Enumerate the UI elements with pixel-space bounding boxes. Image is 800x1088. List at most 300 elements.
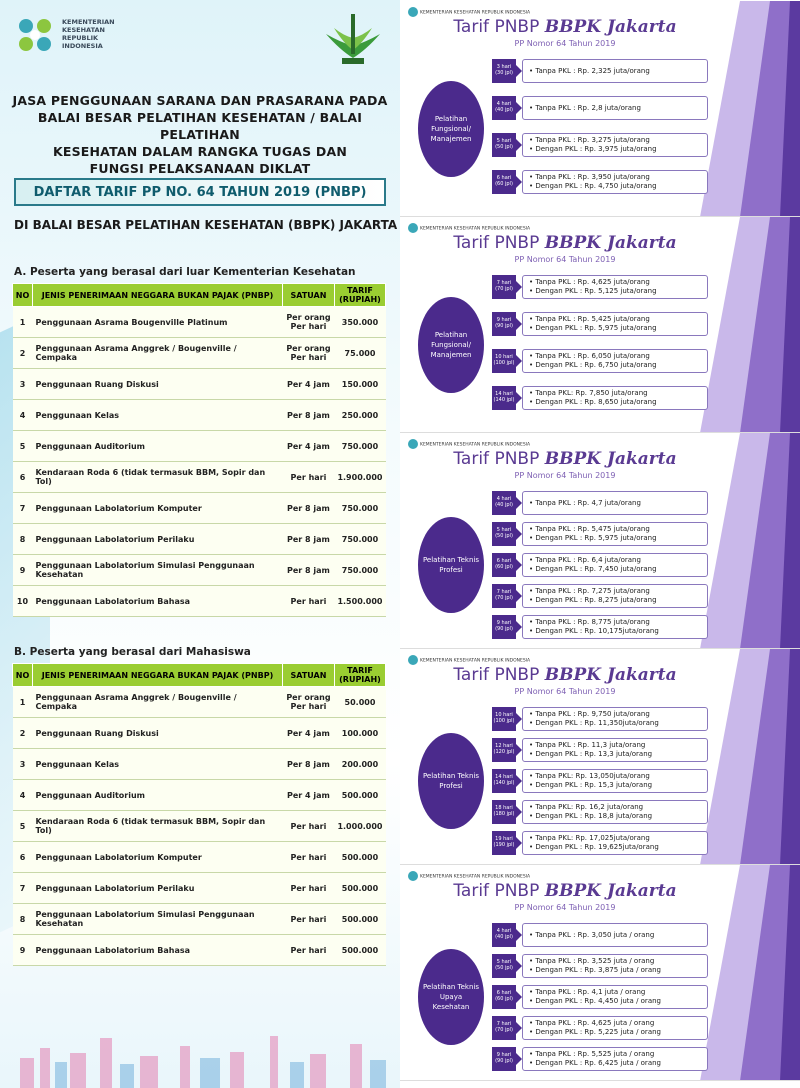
tariff-slide (400, 217, 800, 433)
table-row (13, 780, 386, 811)
cell-tarif: 1.900.000 (334, 462, 385, 493)
bullet-icon: • (529, 136, 536, 144)
tariff-row (492, 1016, 712, 1040)
duration-tag: 19 hari (190 jpl) (492, 831, 516, 855)
cell-tarif: 750.000 (334, 555, 385, 586)
cell-no: 1 (13, 307, 33, 338)
price-text: Tanpa PKL : Rp. 5,525 juta / orang (535, 1050, 655, 1058)
duration-tag: 9 hari (90 jpl) (492, 312, 516, 336)
tariff-slide (400, 649, 800, 865)
cell-jenis: Penggunaan Labolatorium Komputer (33, 493, 283, 524)
bullet-icon: • (529, 596, 536, 604)
price-text: Dengan PKL : Rp. 3,975 juta/orang (535, 145, 657, 153)
slide-title (400, 665, 730, 685)
table-row (13, 462, 386, 493)
cell-satuan: Per 4 jam (282, 369, 334, 400)
mini-logo-text: KEMENTERIAN KESEHATAN REPUBLIK INDONESIA (420, 226, 531, 232)
bullet-icon: • (529, 997, 536, 1005)
bullet-icon: • (529, 287, 536, 295)
table-row (13, 493, 386, 524)
cell-no: 9 (13, 555, 33, 586)
tariff-row (492, 923, 712, 947)
cell-tarif: 500.000 (334, 935, 385, 966)
price-line (529, 719, 701, 728)
cell-satuan: Per orang Per hari (282, 307, 334, 338)
tariff-slide (400, 1, 800, 217)
cell-tarif: 100.000 (334, 718, 385, 749)
cell-satuan: Per 4 jam (282, 718, 334, 749)
price-line (529, 173, 701, 182)
price-text: Dengan PKL : Rp. 5,225 juta / orang (535, 1028, 661, 1036)
price-text: Dengan PKL : Rp. 18,8 juta/orang (535, 812, 653, 820)
col-tarif: TARIF (RUPIAH) (334, 284, 385, 307)
price-text: Tanpa PKL : Rp. 4,1 juta / orang (535, 988, 646, 996)
col-tarif: TARIF (RUPIAH) (334, 664, 385, 687)
price-text: Dengan PKL : Rp. 8,650 juta/orang (535, 398, 657, 406)
tariff-row (492, 707, 712, 731)
mini-logo-text: KEMENTERIAN KESEHATAN REPUBLIK INDONESIA (420, 658, 531, 664)
slide-title (400, 881, 730, 901)
slide-title (400, 233, 730, 253)
price-text: Tanpa PKL : Rp. 4,625 juta/orang (535, 278, 650, 286)
price-box (522, 831, 708, 855)
cell-tarif: 750.000 (334, 431, 385, 462)
cell-no: 7 (13, 873, 33, 904)
price-text: Tanpa PKL: Rp. 13,050juta/orang (535, 772, 650, 780)
bullet-icon: • (529, 389, 536, 397)
price-box (522, 96, 708, 120)
price-box (522, 386, 708, 410)
bullet-icon: • (529, 587, 536, 595)
table-row (13, 749, 386, 780)
tariff-row (492, 170, 712, 194)
table-row (13, 842, 386, 873)
cell-jenis: Penggunaan Labolatorium Simulasi Penggunaan Kesehatan (33, 904, 283, 935)
cell-no: 1 (13, 687, 33, 718)
cell-tarif: 50.000 (334, 687, 385, 718)
price-text: Tanpa PKL : Rp. 11,3 juta/orang (535, 741, 646, 749)
price-line (529, 389, 701, 398)
price-line (529, 988, 701, 997)
tariff-list-banner: DAFTAR TARIF PP NO. 64 TAHUN 2019 (PNBP) (14, 178, 386, 206)
bullet-icon: • (529, 1050, 536, 1058)
price-text: Tanpa PKL : Rp. 3,950 juta/orang (535, 173, 650, 181)
duration-tag: 7 hari (70 jpl) (492, 1016, 516, 1040)
kemenkes-mini-icon (408, 439, 418, 449)
price-box (522, 312, 708, 336)
price-text: Dengan PKL : Rp. 5,125 juta/orang (535, 287, 657, 295)
col-no: NO (13, 284, 33, 307)
tariff-row (492, 738, 712, 762)
bullet-icon: • (529, 361, 536, 369)
cell-satuan: Per orang Per hari (282, 687, 334, 718)
tariff-row (492, 800, 712, 824)
slide-title-plain: Tarif PNBP (453, 665, 545, 685)
tariff-row (492, 275, 712, 299)
kemenkes-logo (14, 14, 58, 58)
price-line (529, 781, 701, 790)
cell-jenis: Penggunaan Asrama Anggrek / Bougenville / Cempaka (33, 687, 283, 718)
bullet-icon: • (529, 930, 536, 939)
price-box (522, 985, 708, 1009)
cell-jenis: Penggunaan Labolatorium Bahasa (33, 935, 283, 966)
price-text: Dengan PKL : Rp. 6,750 juta/orang (535, 361, 657, 369)
cell-satuan: Per hari (282, 811, 334, 842)
price-line (529, 750, 701, 759)
slide-title (400, 17, 730, 37)
training-category: Pelatihan Teknis Profesi (418, 517, 484, 613)
cell-jenis: Penggunaan Auditorium (33, 431, 283, 462)
cell-jenis: Penggunaan Labolatorium Simulasi Penggunaan Kesehatan (33, 555, 283, 586)
cell-no: 4 (13, 400, 33, 431)
slide-title-script: BBPK Jakarta (544, 449, 677, 469)
price-box (522, 59, 708, 83)
training-category: Pelatihan Fungsional/ Manajemen (418, 81, 484, 177)
price-text: Dengan PKL : Rp. 4,750 juta/orang (535, 182, 657, 190)
bullet-icon: • (529, 710, 536, 718)
price-line (529, 315, 701, 324)
price-line (529, 565, 701, 574)
bullet-icon: • (529, 278, 536, 286)
col-jenis: JENIS PENERIMAAN NEGGARA BUKAN PAJAK (PNBP) (33, 664, 283, 687)
price-line (529, 352, 701, 361)
bullet-icon: • (529, 556, 536, 564)
cell-jenis: Penggunaan Kelas (33, 749, 283, 780)
price-box (522, 349, 708, 373)
price-line (529, 803, 701, 812)
cell-satuan: Per hari (282, 842, 334, 873)
cell-tarif: 500.000 (334, 873, 385, 904)
price-text: Dengan PKL : Rp. 4,450 juta / orang (535, 997, 661, 1005)
cell-satuan: Per 8 jam (282, 555, 334, 586)
cell-satuan: Per hari (282, 462, 334, 493)
bullet-icon: • (529, 498, 536, 507)
cell-satuan: Per 4 jam (282, 431, 334, 462)
price-text: Dengan PKL : Rp. 5,975 juta/orang (535, 534, 657, 542)
cell-satuan: Per hari (282, 586, 334, 617)
cell-tarif: 750.000 (334, 524, 385, 555)
duration-tag: 14 hari (140 jpl) (492, 386, 516, 410)
price-line (529, 596, 701, 605)
tariff-row (492, 615, 712, 639)
bullet-icon: • (529, 182, 536, 190)
cell-jenis: Penggunaan Labolatorium Bahasa (33, 586, 283, 617)
table-row (13, 811, 386, 842)
price-line (529, 618, 701, 627)
cell-jenis: Kendaraan Roda 6 (tidak termasuk BBM, Sopir dan Tol) (33, 462, 283, 493)
col-satuan: SATUAN (282, 284, 334, 307)
price-line (529, 587, 701, 596)
cell-tarif: 200.000 (334, 749, 385, 780)
training-category: Pelatihan Teknis Upaya Kesehatan (418, 949, 484, 1045)
price-line (529, 812, 701, 821)
slide-subtitle: PP Nomor 64 Tahun 2019 (514, 39, 616, 48)
duration-tag: 7 hari (70 jpl) (492, 275, 516, 299)
price-text: Tanpa PKL : Rp. 8,775 juta/orang (535, 618, 650, 626)
cell-jenis: Penggunaan Labolatorium Perilaku (33, 524, 283, 555)
bullet-icon: • (529, 750, 536, 758)
duration-tag: 9 hari (90 jpl) (492, 1047, 516, 1071)
slide-title (400, 449, 730, 469)
price-line (529, 741, 701, 750)
price-line (529, 834, 701, 843)
bullet-icon: • (529, 145, 536, 153)
table-row (13, 524, 386, 555)
price-line (529, 1059, 701, 1068)
price-text: Tanpa PKL : Rp. 3,050 juta / orang (535, 930, 655, 939)
poster-title (0, 92, 400, 177)
bullet-icon: • (529, 173, 536, 181)
tariff-slide (400, 865, 800, 1081)
price-text: Tanpa PKL : Rp. 7,275 juta/orang (535, 587, 650, 595)
price-text: Tanpa PKL: Rp. 16,2 juta/orang (535, 803, 644, 811)
price-line (529, 556, 701, 565)
price-box (522, 491, 708, 515)
slide-title-plain: Tarif PNBP (453, 449, 545, 469)
tariff-row (492, 491, 712, 515)
cell-no: 3 (13, 369, 33, 400)
duration-tag: 5 hari (50 jpl) (492, 954, 516, 978)
bullet-icon: • (529, 957, 536, 965)
cell-satuan: Per 8 jam (282, 749, 334, 780)
mini-ministry-logo (408, 7, 530, 17)
price-text: Dengan PKL : Rp. 11,350juta/orang (535, 719, 659, 727)
table-row (13, 935, 386, 966)
cell-tarif: 500.000 (334, 842, 385, 873)
price-text: Tanpa PKL : Rp. 9,750 juta/orang (535, 710, 650, 718)
mini-logo-text: KEMENTERIAN KESEHATAN REPUBLIK INDONESIA (420, 874, 531, 880)
price-text: Dengan PKL : Rp. 13,3 juta/orang (535, 750, 653, 758)
bullet-icon: • (529, 103, 536, 112)
duration-tag: 5 hari (50 jpl) (492, 133, 516, 157)
mini-ministry-logo (408, 655, 530, 665)
price-box (522, 1016, 708, 1040)
price-line (529, 1050, 701, 1059)
slide-subtitle: PP Nomor 64 Tahun 2019 (514, 903, 616, 912)
price-line (529, 136, 701, 145)
tariff-table-b (12, 663, 386, 966)
duration-tag: 6 hari (60 jpl) (492, 553, 516, 577)
tariff-row (492, 1047, 712, 1071)
cell-jenis: Penggunaan Asrama Anggrek / Bougenville / Cempaka (33, 338, 283, 369)
col-jenis: JENIS PENERIMAAN NEGGARA BUKAN PAJAK (PNBP) (33, 284, 283, 307)
cell-no: 8 (13, 524, 33, 555)
cell-jenis: Kendaraan Roda 6 (tidak termasuk BBM, Sopir dan Tol) (33, 811, 283, 842)
price-text: Tanpa PKL : Rp. 5,425 juta/orang (535, 315, 650, 323)
price-text: Tanpa PKL : Rp. 2,8 juta/orang (535, 103, 641, 112)
price-text: Tanpa PKL : Rp. 5,475 juta/orang (535, 525, 650, 533)
duration-tag: 10 hari (100 jpl) (492, 707, 516, 731)
price-line (529, 1028, 701, 1037)
kemenkes-mini-icon (408, 223, 418, 233)
tariff-row (492, 522, 712, 546)
tariff-row (492, 349, 712, 373)
price-box (522, 800, 708, 824)
bullet-icon: • (529, 352, 536, 360)
duration-tag: 4 hari (40 jpl) (492, 96, 516, 120)
cell-no: 9 (13, 935, 33, 966)
col-satuan: SATUAN (282, 664, 334, 687)
table-row (13, 400, 386, 431)
bullet-icon: • (529, 772, 536, 780)
price-line (529, 104, 701, 113)
price-text: Dengan PKL : Rp. 7,450 juta/orang (535, 565, 657, 573)
bullet-icon: • (529, 988, 536, 996)
training-category: Pelatihan Teknis Profesi (418, 733, 484, 829)
price-box (522, 1047, 708, 1071)
duration-tag: 9 hari (90 jpl) (492, 615, 516, 639)
slide-subtitle: PP Nomor 64 Tahun 2019 (514, 687, 616, 696)
slide-title-script: BBPK Jakarta (544, 17, 677, 37)
price-text: Tanpa PKL : Rp. 6,4 juta/orang (535, 556, 641, 564)
kemenkes-mini-icon (408, 7, 418, 17)
cell-tarif: 1.000.000 (334, 811, 385, 842)
kemenkes-mini-icon (408, 871, 418, 881)
slide-title-plain: Tarif PNBP (453, 881, 545, 901)
duration-tag: 4 hari (40 jpl) (492, 491, 516, 515)
tariff-row (492, 553, 712, 577)
price-line (529, 145, 701, 154)
cell-satuan: Per hari (282, 904, 334, 935)
bhakti-husada-emblem (322, 10, 384, 68)
bullet-icon: • (529, 834, 536, 842)
cell-no: 6 (13, 462, 33, 493)
price-box (522, 170, 708, 194)
city-skyline-decor (0, 1018, 400, 1088)
table-row (13, 904, 386, 935)
slide-title-script: BBPK Jakarta (544, 665, 677, 685)
price-line (529, 324, 701, 333)
cell-no: 2 (13, 718, 33, 749)
cell-satuan: Per 4 jam (282, 780, 334, 811)
price-text: Tanpa PKL: Rp. 17,025juta/orang (535, 834, 650, 842)
bullet-icon: • (529, 812, 536, 820)
price-text: Dengan PKL : Rp. 3,875 juta / orang (535, 966, 661, 974)
price-text: Tanpa PKL : Rp. 4,625 juta / orang (535, 1019, 655, 1027)
cell-no: 10 (13, 586, 33, 617)
duration-tag: 7 hari (70 jpl) (492, 584, 516, 608)
cell-satuan: Per 8 jam (282, 493, 334, 524)
cell-jenis: Penggunaan Asrama Bougenville Platinum (33, 307, 283, 338)
price-text: Dengan PKL : Rp. 5,975 juta/orang (535, 324, 657, 332)
location-subtitle: DI BALAI BESAR PELATIHAN KESEHATAN (BBPK) JAKARTA (14, 218, 398, 232)
title-line: BALAI BESAR PELATIHAN KESEHATAN / BALAI PELATIHAN (37, 110, 363, 142)
mini-ministry-logo (408, 439, 530, 449)
bullet-icon: • (529, 398, 536, 406)
mini-logo-text: KEMENTERIAN KESEHATAN REPUBLIK INDONESIA (420, 10, 531, 16)
table-row (13, 586, 386, 617)
cell-no: 8 (13, 904, 33, 935)
bullet-icon: • (529, 966, 536, 974)
bullet-icon: • (529, 1028, 536, 1036)
price-box (522, 553, 708, 577)
price-text: Dengan PKL : Rp. 8,275 juta/orang (535, 596, 657, 604)
price-line (529, 957, 701, 966)
price-line (529, 627, 701, 636)
price-text: Dengan PKL : Rp. 15,3 juta/orang (535, 781, 653, 789)
cell-jenis: Penggunaan Kelas (33, 400, 283, 431)
cell-tarif: 1.500.000 (334, 586, 385, 617)
kemenkes-mini-icon (408, 655, 418, 665)
ministry-name: KEMENTERIAN KESEHATAN REPUBLIK INDONESIA (62, 18, 115, 50)
slide-subtitle: PP Nomor 64 Tahun 2019 (514, 255, 616, 264)
table-row (13, 687, 386, 718)
table-row (13, 307, 386, 338)
cell-tarif: 75.000 (334, 338, 385, 369)
price-text: Tanpa PKL : Rp. 6,050 juta/orang (535, 352, 650, 360)
tariff-row (492, 386, 712, 410)
duration-tag: 6 hari (60 jpl) (492, 985, 516, 1009)
cell-jenis: Penggunaan Labolatorium Perilaku (33, 873, 283, 904)
bullet-icon: • (529, 1019, 536, 1027)
duration-tag: 14 hari (140 jpl) (492, 769, 516, 793)
price-text: Dengan PKL : Rp. 10,175juta/orang (535, 627, 659, 635)
bullet-icon: • (529, 66, 536, 75)
price-line (529, 182, 701, 191)
price-box (522, 584, 708, 608)
cell-tarif: 500.000 (334, 904, 385, 935)
cell-satuan: Per 8 jam (282, 400, 334, 431)
tariff-row (492, 133, 712, 157)
title-line: FUNGSI PELAKSANAAN DIKLAT (89, 161, 311, 176)
bullet-icon: • (529, 618, 536, 626)
duration-tag: 18 hari (180 jpl) (492, 800, 516, 824)
price-box (522, 615, 708, 639)
bullet-icon: • (529, 324, 536, 332)
cell-no: 5 (13, 431, 33, 462)
price-box (522, 707, 708, 731)
cell-satuan: Per hari (282, 873, 334, 904)
tariff-row (492, 59, 712, 83)
price-box (522, 923, 708, 947)
table-row (13, 431, 386, 462)
cell-satuan: Per hari (282, 935, 334, 966)
cell-tarif: 150.000 (334, 369, 385, 400)
tariff-row (492, 769, 712, 793)
table-row (13, 369, 386, 400)
tariff-row (492, 985, 712, 1009)
mini-ministry-logo (408, 223, 530, 233)
price-line (529, 966, 701, 975)
price-line (529, 843, 701, 852)
price-text: Tanpa PKL : Rp. 3,525 juta / orang (535, 957, 655, 965)
price-line (529, 1019, 701, 1028)
bullet-icon: • (529, 719, 536, 727)
duration-tag: 3 hari (30 jpl) (492, 59, 516, 83)
tariff-row (492, 584, 712, 608)
bullet-icon: • (529, 741, 536, 749)
table-row (13, 338, 386, 369)
price-line (529, 772, 701, 781)
cell-no: 7 (13, 493, 33, 524)
cell-satuan: Per orang Per hari (282, 338, 334, 369)
duration-tag: 12 hari (120 jpl) (492, 738, 516, 762)
price-text: Tanpa PKL : Rp. 3,275 juta/orang (535, 136, 650, 144)
price-line (529, 710, 701, 719)
bullet-icon: • (529, 843, 536, 851)
mini-logo-text: KEMENTERIAN KESEHATAN REPUBLIK INDONESIA (420, 442, 531, 448)
duration-tag: 4 hari (40 jpl) (492, 923, 516, 947)
training-category: Pelatihan Fungsional/ Manajemen (418, 297, 484, 393)
price-box (522, 522, 708, 546)
cell-jenis: Penggunaan Ruang Diskusi (33, 369, 283, 400)
title-line: KESEHATAN DALAM RANGKA TUGAS DAN (52, 144, 348, 159)
slide-title-plain: Tarif PNBP (453, 17, 545, 37)
price-line (529, 398, 701, 407)
cell-tarif: 500.000 (334, 780, 385, 811)
price-text: Tanpa PKL: Rp. 7,850 juta/orang (535, 389, 648, 397)
price-line (529, 997, 701, 1006)
